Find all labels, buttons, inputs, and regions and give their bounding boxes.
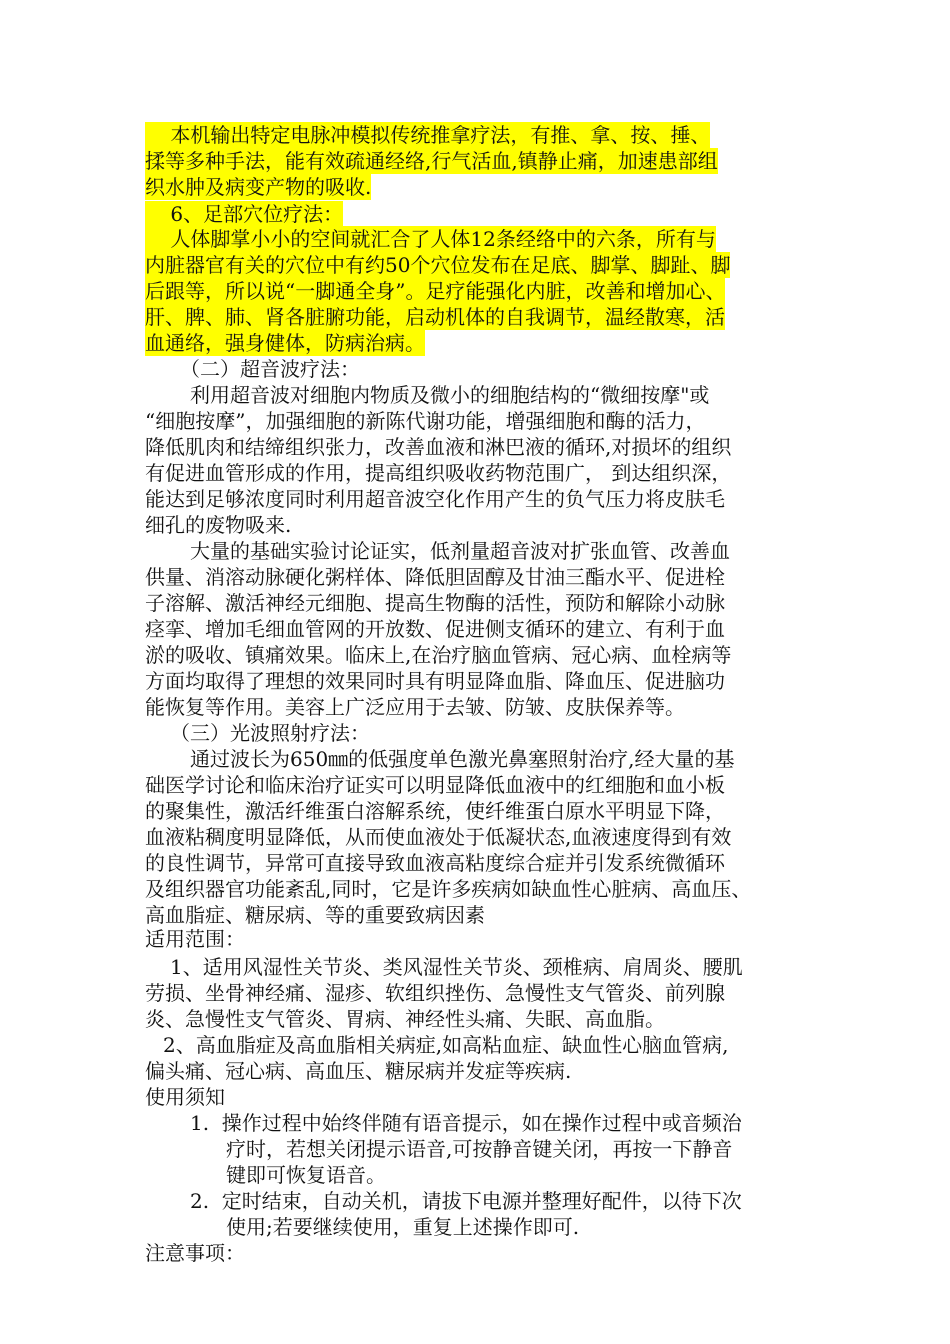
text-line: 2、高血脂症及高血脂相关病症,如高粘血症、缺血性心脑血管病,: [163, 1033, 729, 1057]
text-line: 人体脚掌小小的空间就汇合了人体12条经络中的六条，所有与: [145, 227, 716, 251]
text-line: 及组织器官功能紊乱,同时，它是许多疾病如缺血性心脏病、高血压、: [145, 877, 752, 901]
text-line: 子溶解、激活神经元细胞、提高生物酶的活性，预防和解除小动脉: [145, 591, 725, 615]
text-line: 方面均取得了理想的效果同时具有明显降血脂、降血压、促进脑功: [145, 669, 725, 693]
text-line: 肝、脾、肺、肾各脏腑功能，启动机体的自我调节，温经散寒，活: [145, 305, 725, 329]
text-line: 使用;若要继续使用，重复上述操作即可.: [226, 1215, 580, 1239]
text-line: 适用范围：: [145, 927, 245, 951]
text-line: 内脏器官有关的穴位中有约50个穴位发布在足底、脚掌、脚趾、脚: [145, 253, 731, 277]
text-line: 后跟等，所以说“一脚通全身”。足疗能强化内脏，改善和增加心、: [145, 279, 726, 303]
text-line: 能达到足够浓度同时利用超音波空化作用产生的负气压力将皮肤毛: [145, 487, 725, 511]
text-line: 大量的基础实验讨论证实，低剂量超音波对扩张血管、改善血: [190, 539, 730, 563]
text-line: 劳损、坐骨神经痛、湿疹、软组织挫伤、急慢性支气管炎、前列腺: [145, 981, 725, 1005]
text-line: 细孔的废物吸来.: [145, 513, 292, 537]
text-line: 注意事项：: [145, 1241, 245, 1265]
text-line: 织水肿及病变产物的吸收.: [145, 175, 372, 199]
text-line: （三）光波照射疗法：: [170, 721, 370, 745]
text-line: 血液粘稠度明显降低，从而使血液处于低凝状态,血液速度得到有效: [145, 825, 732, 849]
text-line: 1、适用风湿性关节炎、类风湿性关节炎、颈椎病、肩周炎、腰肌: [170, 955, 743, 979]
text-line: 降低肌肉和结缔组织张力，改善血液和淋巴液的循环,对损坏的组织: [145, 435, 732, 459]
text-line: 的良性调节，异常可直接导致血液高粘度综合症并引发系统微循环: [145, 851, 725, 875]
text-line: 能恢复等作用。美容上广泛应用于去皱、防皱、皮肤保养等。: [145, 695, 685, 719]
text-line: 键即可恢复语音。: [226, 1163, 386, 1187]
text-line: “细胞按摩”，加强细胞的新陈代谢功能，增强细胞和酶的活力，: [145, 409, 706, 433]
text-line: 本机输出特定电脉冲模拟传统推拿疗法，有推、拿、按、捶、: [145, 123, 711, 147]
text-line: 炎、急慢性支气管炎、胃病、神经性头痛、失眠、高血脂。: [145, 1007, 665, 1031]
text-line: 1. 操作过程中始终伴随有语音提示，如在操作过程中或音频治: [190, 1111, 742, 1135]
text-line: 疗时，若想关闭提示语音,可按静音键关闭，再按一下静音: [226, 1137, 733, 1161]
text-line: 6、足部穴位疗法：: [145, 202, 344, 226]
text-line: 供量、消溶动脉硬化粥样体、降低胆固醇及甘油三酯水平、促进栓: [145, 565, 725, 589]
text-line: 使用须知: [145, 1085, 225, 1109]
text-line: 利用超音波对细胞内物质及微小的细胞结构的“微细按摩"或: [190, 383, 710, 407]
text-line: 的聚集性，激活纤维蛋白溶解系统，使纤维蛋白原水平明显下降，: [145, 799, 725, 823]
text-line: 痉挛、增加毛细血管网的开放数、促进侧支循环的建立、有利于血: [145, 617, 725, 641]
text-line: 高血脂症、糖尿病、等的重要致病因素: [145, 903, 485, 927]
text-line: 有促进血管形成的作用，提高组织吸收药物范围广， 到达组织深，: [145, 461, 732, 485]
text-line: （二）超音波疗法：: [180, 357, 360, 381]
text-line: 淤的吸收、镇痛效果。临床上,在治疗脑血管病、冠心病、血栓病等: [145, 643, 732, 667]
text-line: 揉等多种手法，能有效疏通经络,行气活血,镇静止痛，加速患部组: [145, 149, 718, 173]
text-line: 2. 定时结束，自动关机，请拔下电源并整理好配件，以待下次: [190, 1189, 742, 1213]
text-line: 通过波长为650㎜的低强度单色激光鼻塞照射治疗,经大量的基: [190, 747, 735, 771]
text-line: 血通络，强身健体，防病治病。: [145, 331, 425, 355]
text-line: 础医学讨论和临床治疗证实可以明显降低血液中的红细胞和血小板: [145, 773, 725, 797]
text-line: 偏头痛、冠心病、高血压、糖尿病并发症等疾病.: [145, 1059, 572, 1083]
